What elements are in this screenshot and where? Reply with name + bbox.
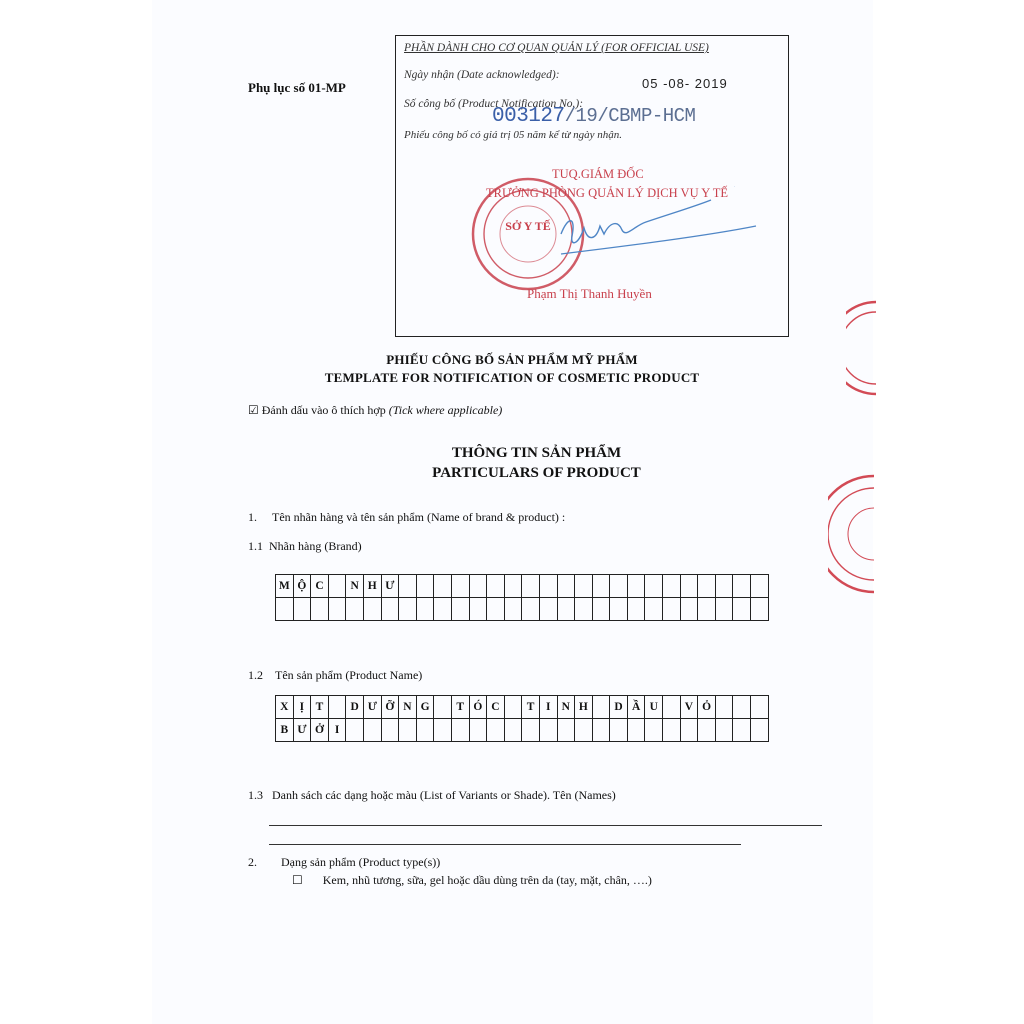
product-grid-cell[interactable]: N (557, 696, 575, 719)
brand-grid-cell[interactable] (293, 598, 311, 621)
product-grid-cell[interactable]: Ỏ (698, 696, 716, 719)
brand-grid-cell[interactable] (645, 575, 663, 598)
brand-grid-cell[interactable] (751, 575, 769, 598)
item-2-option[interactable] (292, 873, 652, 888)
brand-grid-cell[interactable] (680, 575, 698, 598)
product-grid-cell[interactable] (663, 696, 681, 719)
product-grid-cell[interactable] (592, 719, 610, 742)
brand-grid-cell[interactable] (557, 575, 575, 598)
item-2-label: Dạng sản phẩm (Product type(s)) (281, 855, 441, 869)
item-1-1 (248, 539, 362, 554)
brand-grid (275, 574, 769, 621)
notification-suffix: /19/CBMP-HCM (564, 105, 696, 127)
edge-seal-stamp-upper (846, 298, 876, 398)
brand-grid-cell[interactable] (645, 598, 663, 621)
product-grid-cell[interactable]: Ở (311, 719, 329, 742)
product-grid-cell[interactable] (328, 696, 346, 719)
product-name-grid (275, 695, 769, 742)
brand-grid-cell[interactable] (663, 598, 681, 621)
brand-grid-cell[interactable] (399, 598, 417, 621)
notification-number-value (492, 105, 695, 128)
item-1-number: 1. (248, 510, 257, 524)
unchecked-box-icon[interactable]: ☐ (292, 873, 303, 887)
brand-grid-cell[interactable] (610, 598, 628, 621)
product-grid-cell[interactable]: X (276, 696, 294, 719)
signer-name: Phạm Thị Thanh Huyền (527, 286, 652, 301)
item-1-1-label: Nhãn hàng (Brand) (269, 539, 362, 553)
brand-grid-cell[interactable] (487, 575, 505, 598)
brand-grid-cell[interactable] (469, 598, 487, 621)
product-grid-cell[interactable]: T (522, 696, 540, 719)
brand-grid-cell[interactable] (469, 575, 487, 598)
product-grid-cell[interactable] (381, 719, 399, 742)
item-2-option-label: Kem, nhũ tương, sữa, gel hoặc dầu dùng trên da (tay, mặt, chân, ….) (322, 873, 652, 887)
product-grid-row (276, 696, 769, 719)
product-grid-cell[interactable] (751, 696, 769, 719)
brand-grid-cell[interactable] (715, 598, 733, 621)
brand-grid-cell[interactable] (592, 575, 610, 598)
brand-grid-cell[interactable] (399, 575, 417, 598)
section-title-en: PARTICULARS OF PRODUCT (432, 465, 641, 481)
item-1-2 (248, 668, 422, 683)
brand-grid-cell[interactable] (434, 575, 452, 598)
product-grid-cell[interactable]: G (416, 696, 434, 719)
appendix-label: Phụ lục số 01-MP (248, 80, 346, 95)
brand-grid-cell[interactable]: H (363, 575, 381, 598)
item-1-1-number: 1.1 (248, 539, 263, 553)
product-grid-cell[interactable]: I (328, 719, 346, 742)
brand-grid-cell[interactable]: Ư (381, 575, 399, 598)
item-2 (248, 855, 440, 870)
product-grid-cell[interactable] (451, 719, 469, 742)
stamp-role-line1: TUQ.GIÁM ĐỐC (552, 167, 644, 181)
product-grid-cell[interactable] (346, 719, 364, 742)
product-grid-cell[interactable]: I (539, 696, 557, 719)
brand-grid-cell[interactable] (627, 575, 645, 598)
product-grid-cell[interactable] (434, 719, 452, 742)
product-grid-cell[interactable] (751, 719, 769, 742)
date-acknowledged-value: 05 -08- 2019 (642, 76, 728, 91)
brand-grid-cell[interactable]: M (276, 575, 294, 598)
brand-grid-cell[interactable] (522, 598, 540, 621)
product-grid-cell[interactable]: N (399, 696, 417, 719)
product-grid-cell[interactable] (504, 696, 522, 719)
brand-grid-cell[interactable] (575, 575, 593, 598)
brand-grid-cell[interactable] (539, 575, 557, 598)
brand-grid-cell[interactable] (698, 598, 716, 621)
brand-grid-cell[interactable] (311, 598, 329, 621)
brand-grid-cell[interactable]: C (311, 575, 329, 598)
official-use-box (395, 35, 789, 337)
notification-number: 003127 (492, 105, 565, 128)
product-grid-cell[interactable]: C (487, 696, 505, 719)
item-1-3 (248, 788, 616, 803)
product-grid-cell[interactable] (557, 719, 575, 742)
section-title-vn: THÔNG TIN SẢN PHẨM (451, 445, 622, 461)
product-grid-cell[interactable]: T (311, 696, 329, 719)
product-grid-cell[interactable] (522, 719, 540, 742)
brand-grid-cell[interactable] (751, 598, 769, 621)
brand-grid-cell[interactable] (522, 575, 540, 598)
stamp-role-line2: TRƯỞNG PHÒNG QUẢN LÝ DỊCH VỤ Y TẾ (486, 186, 728, 200)
brand-grid-cell[interactable] (451, 575, 469, 598)
product-grid-cell[interactable]: D (610, 696, 628, 719)
product-grid-cell[interactable]: U (645, 696, 663, 719)
item-1-2-label: Tên sản phẩm (Product Name) (275, 668, 423, 682)
checked-box-icon: ☑ (248, 403, 259, 417)
product-grid-cell[interactable] (487, 719, 505, 742)
product-grid-cell[interactable]: Ư (293, 719, 311, 742)
handwritten-signature (506, 186, 766, 286)
brand-grid-cell[interactable] (504, 598, 522, 621)
brand-grid-cell[interactable] (698, 575, 716, 598)
product-grid-cell[interactable] (434, 696, 452, 719)
product-grid-cell[interactable] (627, 719, 645, 742)
item-1-label: Tên nhãn hàng và tên sản phẩm (Name of brand & product) : (272, 510, 566, 524)
document-title-en: TEMPLATE FOR NOTIFICATION OF COSMETIC PRODUCT (324, 370, 700, 385)
product-grid-cell[interactable]: H (575, 696, 593, 719)
brand-grid-cell[interactable] (610, 575, 628, 598)
product-grid-cell[interactable] (715, 719, 733, 742)
product-grid-cell[interactable] (504, 719, 522, 742)
brand-grid-cell[interactable] (346, 598, 364, 621)
product-grid-cell[interactable] (469, 719, 487, 742)
product-grid-cell[interactable] (715, 696, 733, 719)
brand-grid-cell[interactable] (416, 575, 434, 598)
product-grid-cell[interactable] (539, 719, 557, 742)
product-grid-cell[interactable] (645, 719, 663, 742)
document-title-vn: PHIẾU CÔNG BỐ SẢN PHẨM MỸ PHẨM (386, 352, 638, 367)
brand-grid-cell[interactable]: N (346, 575, 364, 598)
product-grid-cell[interactable]: Ỡ (381, 696, 399, 719)
product-grid-cell[interactable]: Ị (293, 696, 311, 719)
seal-text: SỞ Y TẾ (505, 219, 551, 233)
item-1 (248, 510, 565, 525)
brand-grid-cell[interactable] (557, 598, 575, 621)
product-grid-cell[interactable] (363, 719, 381, 742)
brand-grid-cell[interactable] (539, 598, 557, 621)
brand-grid-cell[interactable] (328, 575, 346, 598)
product-grid-cell[interactable]: D (346, 696, 364, 719)
brand-grid-cell[interactable] (487, 598, 505, 621)
tick-instruction (248, 403, 502, 418)
brand-grid-cell[interactable] (434, 598, 452, 621)
brand-grid-cell[interactable] (627, 598, 645, 621)
item-2-number: 2. (248, 855, 257, 869)
validity-note: Phiếu công bố có giá trị 05 năm kể từ ngày nhận. (404, 129, 623, 141)
brand-grid-cell[interactable] (416, 598, 434, 621)
product-grid-cell[interactable] (399, 719, 417, 742)
item-1-3-number: 1.3 (248, 788, 263, 802)
product-grid-cell[interactable] (698, 719, 716, 742)
tick-instruction-en: (Tick where applicable) (388, 403, 503, 417)
tick-instruction-vn: Đánh dấu vào ô thích hợp (261, 403, 386, 417)
product-grid-cell[interactable] (733, 696, 751, 719)
variants-line-1[interactable] (269, 825, 822, 826)
product-grid-cell[interactable] (733, 719, 751, 742)
item-1-3-label: Danh sách các dạng hoặc màu (List of Variants or Shade). Tên (Names) (272, 788, 616, 802)
product-grid-cell[interactable]: B (276, 719, 294, 742)
product-grid-cell[interactable]: V (680, 696, 698, 719)
brand-grid-row (276, 598, 769, 621)
brand-grid-cell[interactable] (733, 598, 751, 621)
brand-grid-cell[interactable] (381, 598, 399, 621)
brand-grid-cell[interactable] (328, 598, 346, 621)
product-grid-cell[interactable]: Ầ (627, 696, 645, 719)
brand-grid-cell[interactable] (715, 575, 733, 598)
variants-line-2[interactable] (269, 844, 741, 845)
product-grid-cell[interactable] (610, 719, 628, 742)
product-grid-cell[interactable] (663, 719, 681, 742)
brand-grid-cell[interactable] (592, 598, 610, 621)
product-grid-row (276, 719, 769, 742)
product-grid-cell[interactable] (680, 719, 698, 742)
product-grid-cell[interactable]: Ư (363, 696, 381, 719)
product-grid-cell[interactable] (575, 719, 593, 742)
brand-grid-cell[interactable] (276, 598, 294, 621)
brand-grid-cell[interactable] (451, 598, 469, 621)
product-grid-cell[interactable] (416, 719, 434, 742)
brand-grid-cell[interactable]: Ộ (293, 575, 311, 598)
brand-grid-cell[interactable] (504, 575, 522, 598)
brand-grid-row (276, 575, 769, 598)
notification-number-label: Số công bố (Product Notification No.): (404, 98, 584, 110)
brand-grid-cell[interactable] (733, 575, 751, 598)
official-use-heading: PHẦN DÀNH CHO CƠ QUAN QUẢN LÝ (FOR OFFICIAL USE) (404, 42, 709, 54)
product-grid-cell[interactable]: Ó (469, 696, 487, 719)
product-grid-cell[interactable]: T (451, 696, 469, 719)
brand-grid-cell[interactable] (663, 575, 681, 598)
edge-seal-stamp-lower (828, 472, 874, 596)
brand-grid-cell[interactable] (680, 598, 698, 621)
item-1-2-number: 1.2 (248, 668, 263, 682)
date-acknowledged-label: Ngày nhận (Date acknowledged): (404, 69, 560, 81)
brand-grid-cell[interactable] (363, 598, 381, 621)
brand-grid-cell[interactable] (575, 598, 593, 621)
product-grid-cell[interactable] (592, 696, 610, 719)
